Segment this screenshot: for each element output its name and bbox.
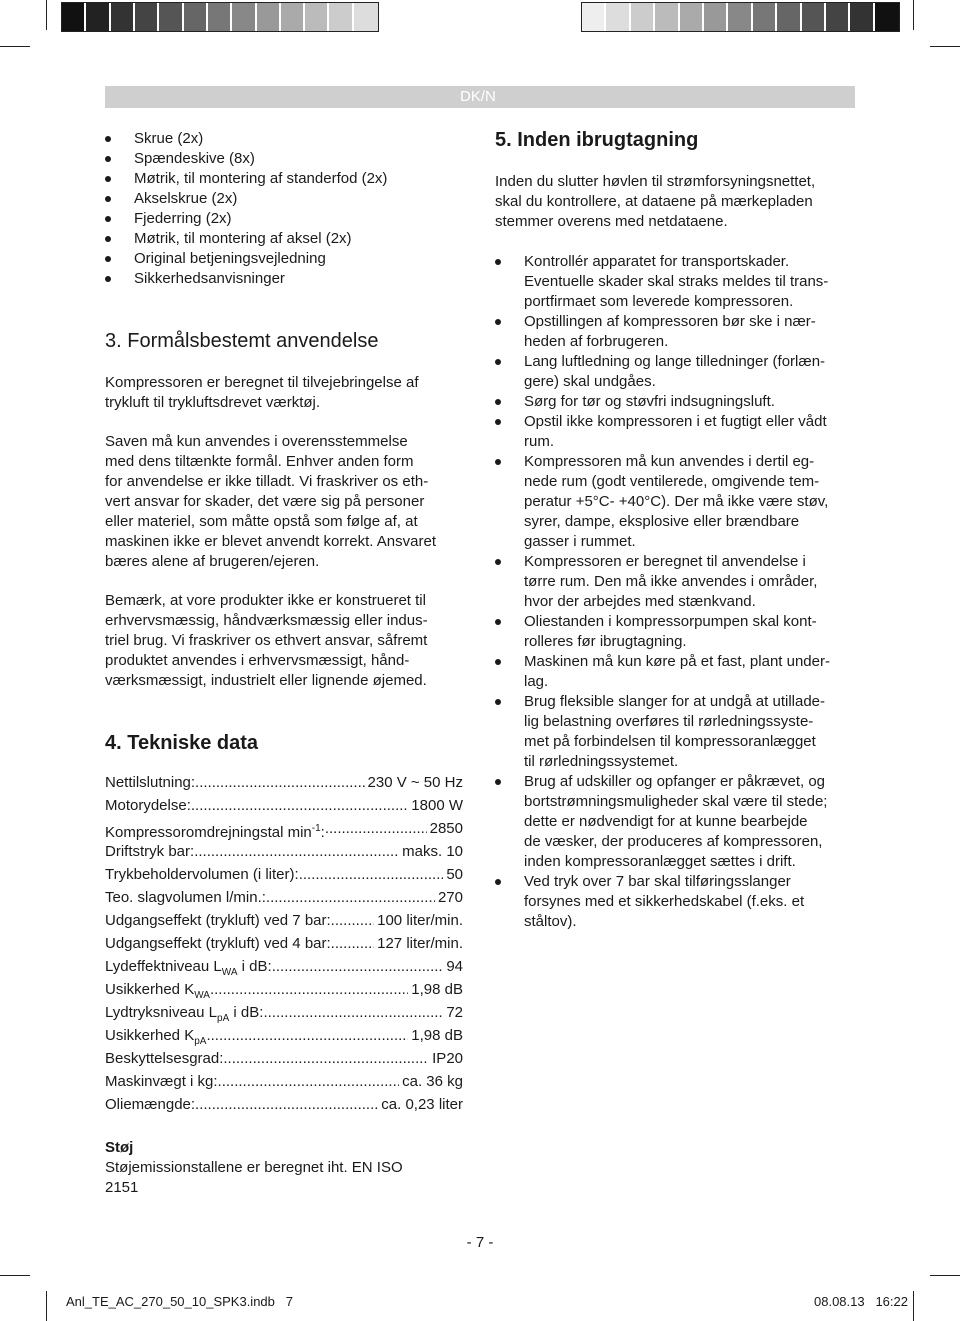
spec-label <box>105 773 195 793</box>
calibration-swatch <box>305 3 329 31</box>
text-line: Kontrollér apparatet for transportskader. <box>524 253 790 270</box>
list-item: Møtrik, til montering af aksel (2x) <box>105 229 465 249</box>
spec-value: 72 <box>446 1004 463 1021</box>
list-item: Fjederring (2x) <box>105 209 465 229</box>
text-line: lag. <box>524 673 549 690</box>
spec-label <box>105 1095 195 1115</box>
spec-value: 270 <box>437 889 463 906</box>
text-line: gere) skal undgåes. <box>524 373 656 390</box>
spec-label-text: Kompressoromdrejningstal min <box>105 824 312 841</box>
text-line: forsynes med et sikkerhedskabel (f.eks. et <box>524 893 805 910</box>
text-line: portfirmaet som leverede kompressoren. <box>524 293 794 310</box>
spec-row <box>105 796 463 816</box>
calibration-swatch <box>802 3 826 31</box>
text-line: for anvendelse er ikke tilladt. Vi fraskriver os eth- <box>105 473 429 490</box>
crop-mark-bottom-left <box>0 1275 30 1276</box>
list-item: Møtrik, til montering af standerfod (2x) <box>105 169 465 189</box>
text-line: peratur +5°C- +40°C). Der må ikke være støv, <box>524 493 829 510</box>
spec-label-text: Udgangseffekt (trykluft) ved 7 bar: <box>105 912 331 929</box>
crop-mark-bottom-right <box>930 1275 960 1276</box>
text-line: Brug fleksible slanger for at undgå at utillade- <box>524 693 826 710</box>
spec-label-text: Beskyttelsesgrad: <box>105 1050 224 1067</box>
calibration-swatch <box>329 3 353 31</box>
spec-leader-dots <box>194 842 399 862</box>
spec-label <box>105 888 266 908</box>
list-item: Spændeskive (8x) <box>105 149 465 169</box>
spec-label-suffix: i dB: <box>237 958 272 975</box>
calibration-swatch <box>875 3 899 31</box>
spec-leader-dots <box>223 1049 429 1069</box>
calibration-swatch <box>826 3 850 31</box>
spec-row <box>105 888 463 908</box>
calibration-swatch <box>159 3 183 31</box>
calibration-swatch <box>680 3 704 31</box>
spec-row <box>105 819 463 843</box>
calibration-swatch <box>208 3 232 31</box>
footer-date: 08.08.13 16:22 <box>814 1294 908 1309</box>
spec-row <box>105 1095 463 1115</box>
spec-leader-dots <box>195 773 364 793</box>
spec-value: 94 <box>446 958 463 975</box>
spec-label-text: Oliemængde: <box>105 1096 196 1113</box>
list-item <box>495 392 865 412</box>
spec-label-sup: -1 <box>311 823 321 834</box>
spec-leader-dots <box>195 1095 378 1115</box>
calibration-swatch <box>257 3 281 31</box>
spec-value: 1,98 dB <box>411 1027 463 1044</box>
calibration-swatch <box>850 3 874 31</box>
text-line: Støjemissionstallene er beregnet iht. EN ISO <box>105 1159 403 1176</box>
text-line: de væsker, der produceres af kompressoren, <box>524 833 823 850</box>
spec-label-text: Motorydelse: <box>105 797 191 814</box>
crop-mark-bottom-right-v <box>913 1291 914 1321</box>
spec-value: 1,98 dB <box>411 981 463 998</box>
calibration-swatch <box>582 3 606 31</box>
spec-value: 100 liter/min. <box>377 912 463 929</box>
text-line: til rørledningssystemet. <box>524 753 679 770</box>
crop-mark-top-left-v <box>46 0 47 30</box>
text-line: hvor der arbejdes med stænkvand. <box>524 593 756 610</box>
spec-label-text: Udgangseffekt (trykluft) ved 4 bar: <box>105 935 331 952</box>
text-line: Opstil ikke kompressoren i et fugtigt eller vådt <box>524 413 827 430</box>
calibration-swatch <box>111 3 135 31</box>
list-item <box>495 412 865 452</box>
spec-row <box>105 911 463 931</box>
text-line: værksmæssigt, industrielt eller lignende øjemed. <box>105 672 427 689</box>
calibration-swatch <box>281 3 305 31</box>
spec-label <box>105 1049 223 1069</box>
spec-row <box>105 1072 463 1092</box>
list-item <box>495 772 865 872</box>
crop-mark-top-right <box>930 46 960 47</box>
spec-label-sub: pA <box>217 1013 230 1024</box>
text-line: erhvervsmæssig, håndværksmæssig eller indus- <box>105 612 428 629</box>
text-line: met på forbindelsen til kompressoranlægget <box>524 733 816 750</box>
spec-leader-dots <box>299 865 444 885</box>
text-line: Kompressoren må kun anvendes i dertil eg- <box>524 453 815 470</box>
spec-value: 127 liter/min. <box>377 935 463 952</box>
spec-value: 1800 W <box>411 797 463 814</box>
text-line: Bemærk, at vore produkter ikke er konstrueret til <box>105 592 426 609</box>
text-line: eller materiel, som måtte opstå som følge af, at <box>105 513 418 530</box>
calibration-swatch <box>232 3 256 31</box>
section-5-intro <box>495 172 865 232</box>
text-line: trykluft til trykluftsdrevet værktøj. <box>105 394 321 411</box>
text-line: Kompressoren er beregnet til anvendelse i <box>524 553 806 570</box>
spec-label <box>105 934 331 954</box>
footer-file-name: Anl_TE_AC_270_50_10_SPK3.indb 7 <box>66 1294 293 1309</box>
spec-leader-dots <box>325 819 427 843</box>
spec-label-text: Maskinvægt i kg: <box>105 1073 218 1090</box>
section-5-title: 5. Inden ibrugtagning <box>495 129 699 151</box>
noise-text <box>105 1158 465 1198</box>
spec-value: maks. 10 <box>402 843 463 860</box>
spec-label-suffix: : <box>320 824 325 841</box>
list-item: Skrue (2x) <box>105 129 465 149</box>
text-line: Oliestanden i kompressorpumpen skal kont- <box>524 613 817 630</box>
text-line: inden kompressoranlægget sættes i drift. <box>524 853 796 870</box>
spec-label-text: Usikkerhed K <box>105 981 195 998</box>
text-line: Ved tryk over 7 bar skal tilføringsslanger <box>524 873 791 890</box>
text-line: Inden du slutter høvlen til strømforsyningsnettet, <box>495 173 816 190</box>
spec-label-text: Lydeffektniveau L <box>105 958 222 975</box>
calibration-strip-left <box>61 2 379 32</box>
section-3-paragraph-2 <box>105 432 475 572</box>
spec-label <box>105 796 191 816</box>
section-4-title: 4. Tekniske data <box>105 732 259 754</box>
spec-label-sub: pA <box>194 1036 207 1047</box>
spec-value: IP20 <box>432 1050 463 1067</box>
spec-label-text: Nettilslutning: <box>105 774 196 791</box>
before-use-checklist <box>495 252 865 932</box>
spec-label <box>105 911 331 931</box>
spec-label <box>105 819 325 843</box>
text-line: ståltov). <box>524 913 577 930</box>
calibration-swatch <box>631 3 655 31</box>
list-item: Akselskrue (2x) <box>105 189 465 209</box>
spec-leader-dots <box>331 934 374 954</box>
list-item <box>495 652 865 692</box>
calibration-swatch <box>62 3 86 31</box>
spec-label-text: Trykbeholdervolumen (i liter): <box>105 866 299 883</box>
text-line: bæres alene af brugeren/ejeren. <box>105 553 320 570</box>
list-item <box>495 452 865 552</box>
text-line: lig belastning overføres til rørledningssyste- <box>524 713 814 730</box>
calibration-swatch <box>135 3 159 31</box>
spec-label-text: Lydtryksniveau L <box>105 1004 218 1021</box>
crop-mark-bottom-left-v <box>46 1291 47 1321</box>
spec-leader-dots <box>218 1072 400 1092</box>
text-line: Kompressoren er beregnet til tilvejebringelse af <box>105 374 419 391</box>
text-line: dette er nødvendigt for at kunne bearbejde <box>524 813 808 830</box>
text-line: rolleres før ibrugtagning. <box>524 633 687 650</box>
calibration-swatch <box>753 3 777 31</box>
spec-value: 50 <box>446 866 463 883</box>
text-line: nede rum (godt ventilerede, omgivende tem- <box>524 473 820 490</box>
crop-mark-top-right-v <box>913 0 914 30</box>
language-code: DK/N <box>460 88 496 105</box>
text-line: maskinen ikke er blevet anvendt korrekt. Ansvaret <box>105 533 436 550</box>
section-3-paragraph-3 <box>105 591 475 691</box>
spec-value: 2850 <box>429 820 463 837</box>
text-line: bortstrømningsmuligheder skal være til stede; <box>524 793 828 810</box>
text-line: Brug af udskiller og opfanger er påkrævet, og <box>524 773 826 790</box>
crop-mark-top-left <box>0 46 30 47</box>
list-item <box>495 352 865 392</box>
text-line: Saven må kun anvendes i overensstemmelse <box>105 433 408 450</box>
calibration-swatch <box>354 3 378 31</box>
calibration-strip-right <box>581 2 900 32</box>
text-line: tørre rum. Den må ikke anvendes i områder, <box>524 573 818 590</box>
calibration-swatch <box>184 3 208 31</box>
spec-label <box>105 842 194 862</box>
spec-label-sub: WA <box>194 990 210 1001</box>
text-line: triel brug. Vi fraskriver os ethvert ansvar, såfremt <box>105 632 428 649</box>
text-line: Eventuelle skader skal straks meldes til trans- <box>524 273 829 290</box>
package-contents-list <box>105 129 465 289</box>
calibration-swatch <box>86 3 110 31</box>
list-item: Sikkerhedsanvisninger <box>105 269 465 289</box>
calibration-swatch <box>606 3 630 31</box>
spec-label-text: Usikkerhed K <box>105 1027 195 1044</box>
text-line: Sørg for tør og støvfri indsugningsluft. <box>524 393 775 410</box>
text-line: stemmer overens med netdataene. <box>495 213 728 230</box>
list-item: Original betjeningsvejledning <box>105 249 465 269</box>
list-item <box>495 692 865 772</box>
spec-row <box>105 842 463 862</box>
spec-label-text: Teo. slagvolumen l/min.: <box>105 889 266 906</box>
text-line: heden af forbrugeren. <box>524 333 669 350</box>
text-line: produktet anvendes i erhvervsmæssigt, hånd- <box>105 652 410 669</box>
list-item <box>495 552 865 612</box>
spec-leader-dots <box>266 888 435 908</box>
text-line: rum. <box>524 433 554 450</box>
spec-row <box>105 865 463 885</box>
spec-row <box>105 1049 463 1069</box>
spec-label <box>105 865 299 885</box>
text-line: skal du kontrollere, at dataene på mærkepladen <box>495 193 813 210</box>
spec-label-text: Driftstryk bar: <box>105 843 195 860</box>
text-line: Maskinen må kun køre på et fast, plant under- <box>524 653 830 670</box>
spec-label-suffix: i dB: <box>229 1004 264 1021</box>
text-line: med dens tiltænkte formål. Enhver anden form <box>105 453 414 470</box>
spec-value: ca. 36 kg <box>402 1073 463 1090</box>
spec-label <box>105 1072 218 1092</box>
spec-leader-dots <box>191 796 408 816</box>
calibration-swatch <box>655 3 679 31</box>
text-line: Lang luftledning og lange tilledninger (forlæn- <box>524 353 826 370</box>
text-line: vert ansvar for skader, det være sig på personer <box>105 493 425 510</box>
list-item <box>495 312 865 352</box>
list-item <box>495 872 865 932</box>
text-line: 2151 <box>105 1179 139 1196</box>
noise-title: Støj <box>105 1139 134 1156</box>
list-item <box>495 612 865 652</box>
spec-row <box>105 773 463 793</box>
spec-value: ca. 0,23 liter <box>381 1096 463 1113</box>
spec-leader-dots <box>331 911 374 931</box>
text-line: Opstillingen af kompressoren bør ske i nær- <box>524 313 816 330</box>
text-line: syrer, dampe, eksplosive eller brændbare <box>524 513 800 530</box>
section-3-title: 3. Formålsbestemt anvendelse <box>105 330 379 352</box>
section-3-paragraph-1 <box>105 373 465 413</box>
spec-label-sub: WA <box>221 967 238 978</box>
calibration-swatch <box>728 3 752 31</box>
list-item <box>495 252 865 312</box>
spec-row <box>105 934 463 954</box>
text-line: gasser i rummet. <box>524 533 636 550</box>
calibration-swatch <box>704 3 728 31</box>
page-number: - 7 - <box>466 1234 494 1251</box>
calibration-swatch <box>777 3 801 31</box>
spec-value: 230 V ~ 50 Hz <box>367 774 463 791</box>
